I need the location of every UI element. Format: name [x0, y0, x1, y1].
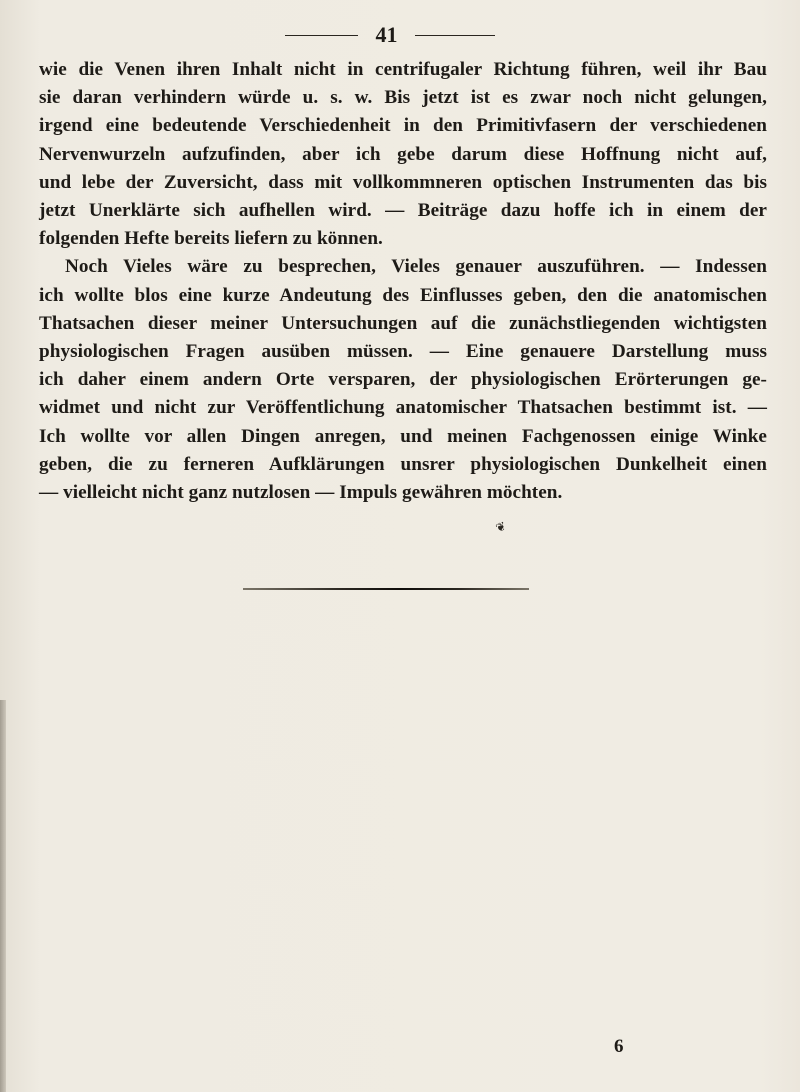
text-line: wie die Venen ihren Inhalt nicht in centrifugaler Richtung führen, weil ihr Bau — [39, 59, 767, 80]
text-line: widmet und nicht zur Veröffentlichung anatomischer Thatsachen bestimmt ist. — — [39, 397, 767, 419]
text-line: physiologischen Fragen ausüben müssen. — Eine genauere Darstellung muss — [39, 341, 767, 363]
text-line: ich daher einem andern Orte versparen, der physiologischen Erörterungen ge- — [39, 369, 767, 391]
text-line: Noch Vieles wäre zu besprechen, Vieles genauer auszuführen. — Indessen — [65, 256, 767, 278]
text-line: folgenden Hefte bereits liefern zu können. — [39, 228, 383, 250]
text-line: ich wollte blos eine kurze Andeutung des Einflusses geben, den die anatomischen — [39, 284, 767, 306]
signature-mark: 6 — [614, 1036, 624, 1057]
body-text — [39, 56, 767, 507]
ink-speck-ornament: ❦ — [493, 518, 508, 536]
header-rule-right — [415, 35, 495, 36]
text-line: jetzt Unerklärte sich aufhellen wird. — Beiträge dazu hoffe ich in einem der — [39, 200, 767, 222]
header-rule-left — [285, 35, 358, 36]
text-line: und lebe der Zuversicht, dass mit vollkommneren optischen Instrumenten das bis — [39, 171, 767, 193]
page-number: 41 — [375, 22, 398, 47]
text-line: irgend eine bedeutende Verschiedenheit in den Primitivfasern der verschiedenen — [39, 115, 767, 137]
page-header — [0, 22, 800, 48]
text-line: Nervenwurzeln aufzufinden, aber ich gebe darum diese Hoffnung nicht auf, — [39, 143, 767, 165]
page-edge-shadow — [0, 700, 6, 1092]
text-line: Thatsachen dieser meiner Untersuchungen auf die zunächstliegenden wichtigsten — [39, 312, 767, 334]
text-line: — vielleicht nicht ganz nutzlosen — Impuls gewähren möchten. — [39, 482, 563, 504]
text-line: sie daran verhindern würde u. s. w. Bis jetzt ist es zwar noch nicht gelungen, — [39, 87, 767, 109]
text-line: Ich wollte vor allen Dingen anregen, und meinen Fachgenossen einige Winke — [39, 425, 767, 447]
text-line: geben, die zu ferneren Aufklärungen unsrer physiologischen Dunkelheit einen — [39, 453, 767, 475]
end-rule — [243, 588, 529, 590]
paragraph-2 — [39, 253, 767, 507]
paragraph-1 — [39, 56, 767, 253]
